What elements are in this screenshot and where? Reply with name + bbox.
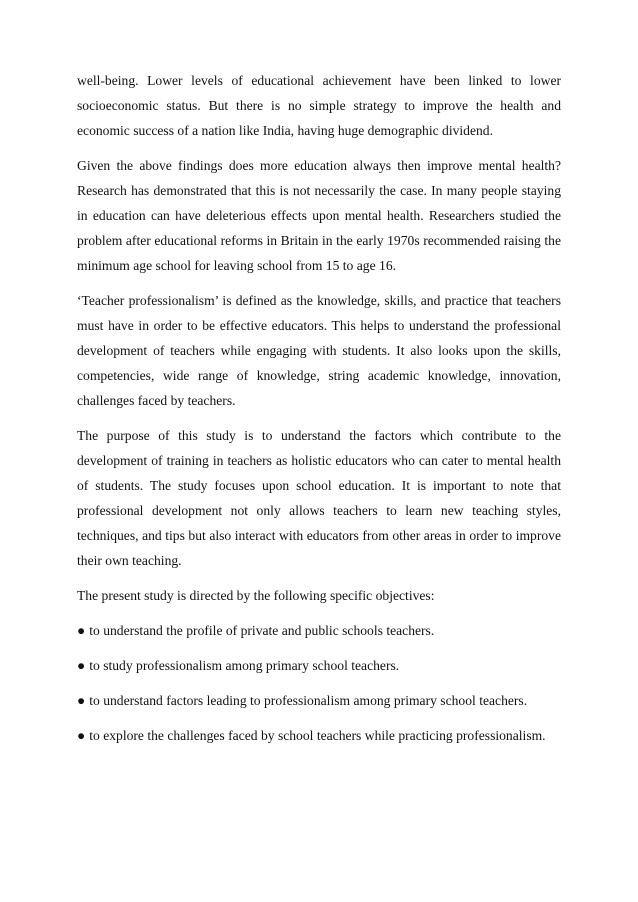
bullet-icon: ●	[77, 728, 86, 743]
objective-text: to explore the challenges faced by school teachers while practicing professionalism.	[89, 728, 546, 743]
bullet-icon: ●	[77, 623, 86, 638]
bullet-icon: ●	[77, 658, 86, 673]
paragraph-objectives-intro: The present study is directed by the following specific objectives:	[77, 588, 435, 603]
objective-text: to study professionalism among primary school teachers.	[89, 658, 400, 673]
paragraph-teacher-professionalism: ‘Teacher professionalism’ is defined as the knowledge, skills, and practice that teachers must have in order to be effective educators. This helps to understand the professional development of teachers while engaging with students. It also looks upon the skills, competencies, wide range of knowledge, string academic knowledge, innovation, challenges faced by teachers.	[77, 293, 561, 408]
bullet-icon: ●	[77, 693, 86, 708]
paragraph-study-purpose: The purpose of this study is to understand the factors which contribute to the development of training in teachers as holistic educators who can cater to mental health of students. The study focuses upon school education. It is important to note that professional development not only allows teachers to learn new teaching styles, techniques, and tips but also interact with educators from other areas in order to improve their own teaching.	[77, 428, 561, 568]
objective-item	[77, 618, 561, 643]
objective-item	[77, 723, 561, 748]
paragraph-mental-health: Given the above findings does more education always then improve mental health? Research has demonstrated that this is not necessarily the case. In many people staying in education can have deleterious effects upon mental health. Researchers studied the problem after educational reforms in Britain in the early 1970s recommended raising the minimum age school for leaving school from 15 to age 16.	[77, 158, 561, 273]
objective-item	[77, 688, 561, 713]
objective-item	[77, 653, 561, 678]
objective-text: to understand factors leading to professionalism among primary school teachers.	[89, 693, 528, 708]
paragraph-wellbeing: well-being. Lower levels of educational achievement have been linked to lower socioeconomic status. But there is no simple strategy to improve the health and economic success of a nation like India, having huge demographic dividend.	[77, 73, 561, 138]
objective-text: to understand the profile of private and public schools teachers.	[89, 623, 435, 638]
